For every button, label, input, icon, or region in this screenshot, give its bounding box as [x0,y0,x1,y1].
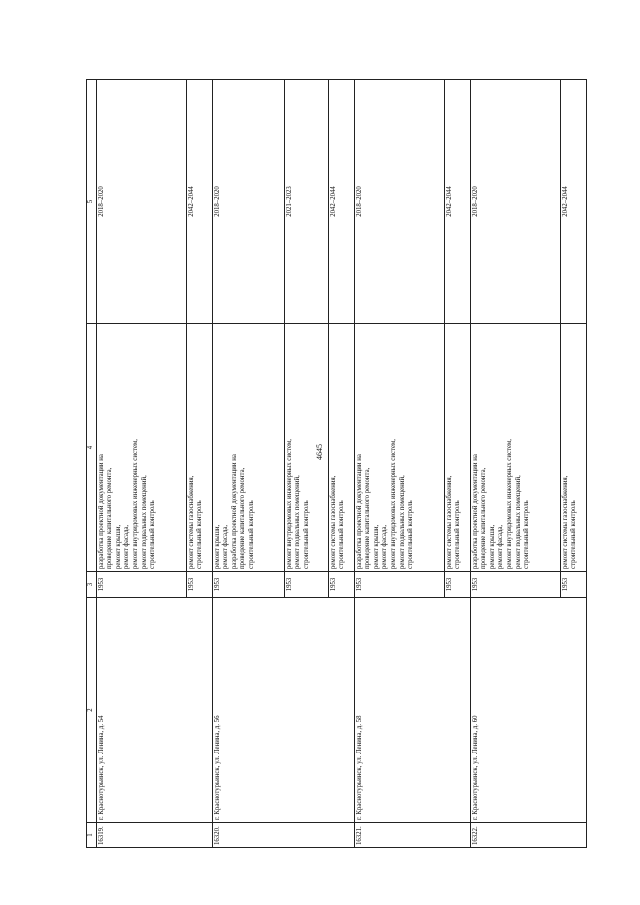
repair-works [560,324,586,572]
build-year: 1953 [186,572,212,598]
repair-work-item: ремонт подвальных помещений, [294,475,302,569]
table-row [354,80,444,848]
repair-work-item: строительный контроль [338,500,346,569]
build-year: 1953 [328,572,354,598]
capital-repair-table [86,79,587,848]
repair-works [328,324,354,572]
table-body [96,80,586,848]
repair-works [354,324,444,572]
repair-works [96,324,186,572]
header-cell-5: 5 [87,80,97,324]
table-row [96,80,186,848]
header-row [87,80,97,848]
repair-period: 2021–2023 [284,80,328,324]
repair-work-item: строительный контроль [407,500,415,569]
repair-works [444,324,470,572]
repair-work-item: ремонт крыши, [488,524,496,569]
repair-work-item: строительный контроль [149,500,157,569]
build-year: 1953 [284,572,328,598]
build-year: 1953 [560,572,586,598]
repair-work-item: ремонт крыши, [372,524,380,569]
repair-work-item: ремонт внутридомовых инженерных систем, [389,439,397,569]
record-address: г. Краснотурьинск, ул. Ленина, д. 56 [212,598,354,823]
record-number: 16322. [470,823,586,848]
repair-work-item: ремонт внутридомовых инженерных систем, [505,439,513,569]
table-row [470,80,560,848]
repair-work-item: ремонт системы газоснабжения, [329,475,337,569]
build-year: 1953 [96,572,186,598]
repair-work-item: проведение капитального ремонта, [106,467,114,569]
repair-period: 2018–2020 [470,80,560,324]
repair-work-item: проведение капитального ремонта, [239,467,247,569]
record-address: г. Краснотурьинск, ул. Ленина, д. 60 [470,598,586,823]
header-cell-4: 4 [87,324,97,572]
repair-period: 2042–2044 [328,80,354,324]
repair-work-item: ремонт внутридомовых инженерных систем, [131,439,139,569]
repair-work-item: ремонт системы газоснабжения, [445,475,453,569]
repair-work-item: ремонт системы газоснабжения, [561,475,569,569]
build-year: 1953 [354,572,444,598]
header-cell-1: 1 [87,823,97,848]
repair-work-item: ремонт фасада, [497,524,505,569]
repair-work-item: разработка проектной документации на [471,454,479,569]
rotated-table-wrapper [86,80,578,848]
header-cell-2: 2 [87,598,97,823]
repair-work-item: строительный контроль [302,500,310,569]
repair-period: 2042–2044 [560,80,586,324]
repair-works [186,324,212,572]
repair-work-item: строительный контроль [247,500,255,569]
repair-work-item: строительный контроль [196,500,204,569]
repair-period: 2042–2044 [444,80,470,324]
repair-works [212,324,284,572]
repair-work-item: ремонт внутридомовых инженерных систем, [285,439,293,569]
repair-work-item: разработка проектной документации на [355,454,363,569]
record-number: 16319. [96,823,212,848]
document-page [86,80,578,848]
repair-work-item: ремонт подвальных помещений, [398,475,406,569]
repair-work-item: строительный контроль [454,500,462,569]
build-year: 1953 [212,572,284,598]
repair-work-item: ремонт фасада, [381,524,389,569]
repair-period: 2018–2020 [354,80,444,324]
build-year: 1953 [444,572,470,598]
repair-period: 2018–2020 [96,80,186,324]
repair-works [284,324,328,572]
header-cell-3: 3 [87,572,97,598]
record-number: 16320. [212,823,354,848]
page-number: 4645 [315,444,324,460]
build-year: 1953 [470,572,560,598]
table-row [212,80,284,848]
repair-work-item: строительный контроль [523,500,531,569]
repair-work-item: проведение капитального ремонта, [364,467,372,569]
repair-work-item: ремонт фасада, [222,524,230,569]
repair-work-item: ремонт крыши, [114,524,122,569]
repair-work-item: проведение капитального ремонта, [480,467,488,569]
repair-work-item: ремонт подвальных помещений, [140,475,148,569]
record-address: г. Краснотурьинск, ул. Ленина, д. 58 [354,598,470,823]
repair-work-item: ремонт фасада, [123,524,131,569]
repair-work-item: строительный контроль [570,500,578,569]
record-number: 16321. [354,823,470,848]
record-address: г. Краснотурьинск, ул. Ленина, д. 54 [96,598,212,823]
repair-work-item: разработка проектной документации на [97,454,105,569]
repair-work-item: ремонт крыши, [213,524,221,569]
repair-works [470,324,560,572]
repair-work-item: ремонт системы газоснабжения, [187,475,195,569]
repair-work-item: разработка проектной документации на [230,454,238,569]
repair-period: 2042–2044 [186,80,212,324]
repair-work-item: ремонт подвальных помещений, [514,475,522,569]
repair-period: 2018–2020 [212,80,284,324]
